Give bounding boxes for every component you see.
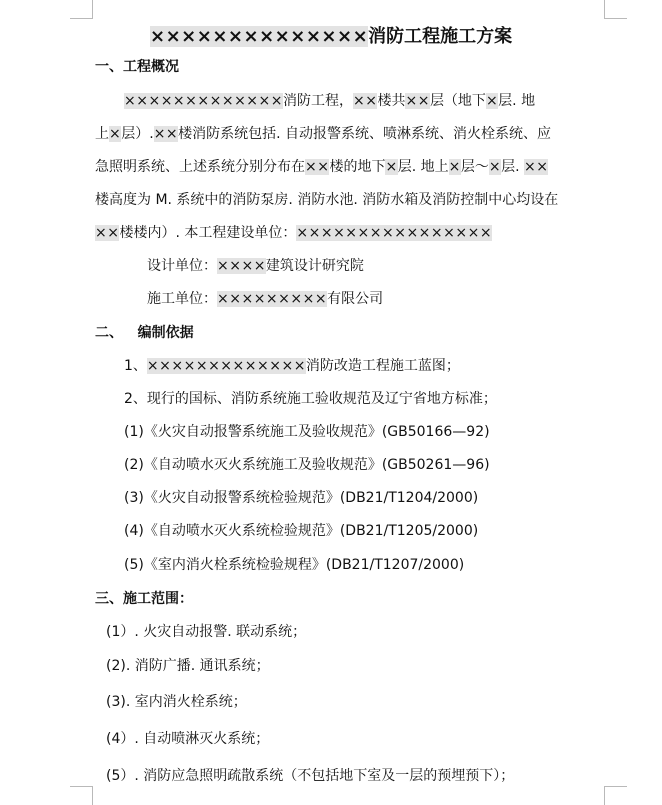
scope-item: (2). 消防广播. 通讯系统；: [106, 658, 270, 674]
paragraph-line: 楼高度为 M. 系统中的消防泵房. 消防水池. 消防水箱及消防控制中心均设在: [95, 192, 559, 208]
text-run: 楼共: [377, 93, 406, 109]
basis-item: 2、现行的国标、消防系统施工验收规范及辽宁省地方标准；: [124, 391, 497, 407]
standard-item: (5)《室内消火栓系统检验规程》(DB21/T1207/2000): [124, 557, 465, 573]
redacted-text: ×××××××××××××: [124, 93, 283, 109]
redacted-text: ×××××××××: [217, 291, 328, 307]
section-heading: 一、工程概况: [95, 59, 179, 75]
paragraph-line: [95, 223, 492, 243]
page-corner-mark: [70, 0, 93, 19]
text-run: 层.: [501, 159, 520, 175]
text-run: 消防工程，: [283, 93, 353, 109]
standard-item: (1)《火灾自动报警系统施工及验收规范》(GB50166—92): [124, 424, 490, 440]
redacted-text: ××××××××××××××××: [296, 225, 493, 241]
section-heading: 三、施工范围：: [95, 591, 193, 607]
redacted-text: ××: [305, 159, 330, 175]
redacted-text: ×: [485, 93, 499, 109]
text-run: 急照明系统、上述系统分别分布在: [95, 159, 305, 175]
paragraph-line: [124, 91, 535, 111]
field-value: 有限公司: [327, 291, 384, 307]
redacted-text: ×: [448, 159, 461, 175]
field-label: 施工单位：: [147, 291, 217, 307]
design-unit-line: [147, 256, 364, 276]
text-run: 层～: [460, 159, 489, 175]
field-value: 建筑设计研究院: [265, 258, 364, 274]
page-corner-mark: [604, 0, 627, 19]
scope-item: (4）. 自动喷淋灭火系统；: [106, 731, 270, 747]
scope-item: (1）. 火灾自动报警. 联动系统；: [106, 624, 307, 640]
page-corner-mark: [70, 786, 93, 805]
scope-item: (3). 室内消火栓系统；: [106, 694, 247, 710]
standard-item: (2)《自动喷水灭火系统施工及验收规范》(GB50261—96): [124, 457, 490, 473]
text-run: 1、: [124, 358, 147, 374]
page-corner-mark: [604, 786, 627, 805]
text-run: 层）.: [121, 126, 154, 142]
redacted-text: ××: [153, 126, 179, 142]
redacted-text: ×××××××××××××: [146, 358, 306, 374]
scope-item: (5）. 消防应急照明疏散系统（不包括地下室及一层的预埋预下）；: [106, 768, 515, 784]
text-run: 层. 地: [498, 93, 536, 109]
redacted-text: ×: [385, 159, 398, 175]
redacted-text: ××: [523, 159, 549, 175]
text-run: 楼消防系统包括. 自动报警系统、喷淋系统、消火栓系统、应: [178, 126, 552, 142]
redacted-text: ××××: [217, 258, 266, 274]
text-run: 上: [95, 126, 109, 142]
text-run: 楼的地下: [329, 159, 386, 175]
standard-item: (4)《自动喷水灭火系统检验规范》(DB21/T1205/2000): [124, 523, 479, 539]
text-run: 层. 地上: [397, 159, 449, 175]
paragraph-line: [95, 157, 548, 177]
redacted-text: ××: [95, 225, 120, 241]
basis-item: [124, 356, 460, 376]
paragraph-line: [95, 124, 551, 144]
construction-unit-line: [147, 289, 383, 309]
title-text: 消防工程施工方案: [368, 26, 513, 47]
redacted-text: ×: [488, 159, 502, 175]
standard-item: (3)《火灾自动报警系统检验规范》(DB21/T1204/2000): [124, 490, 479, 506]
document-title: [150, 25, 512, 49]
redacted-text: ×: [109, 126, 122, 142]
redacted-text: ××××××××××××××: [150, 26, 369, 47]
text-run: 消防改造工程施工蓝图；: [305, 358, 460, 374]
redacted-text: ××: [353, 93, 378, 109]
field-label: 设计单位：: [147, 258, 217, 274]
section-heading: 二、 编制依据: [95, 325, 194, 341]
text-run: 楼楼内）. 本工程建设单位：: [119, 225, 297, 241]
text-run: 层（地下: [429, 93, 486, 109]
redacted-text: ××: [405, 93, 430, 109]
